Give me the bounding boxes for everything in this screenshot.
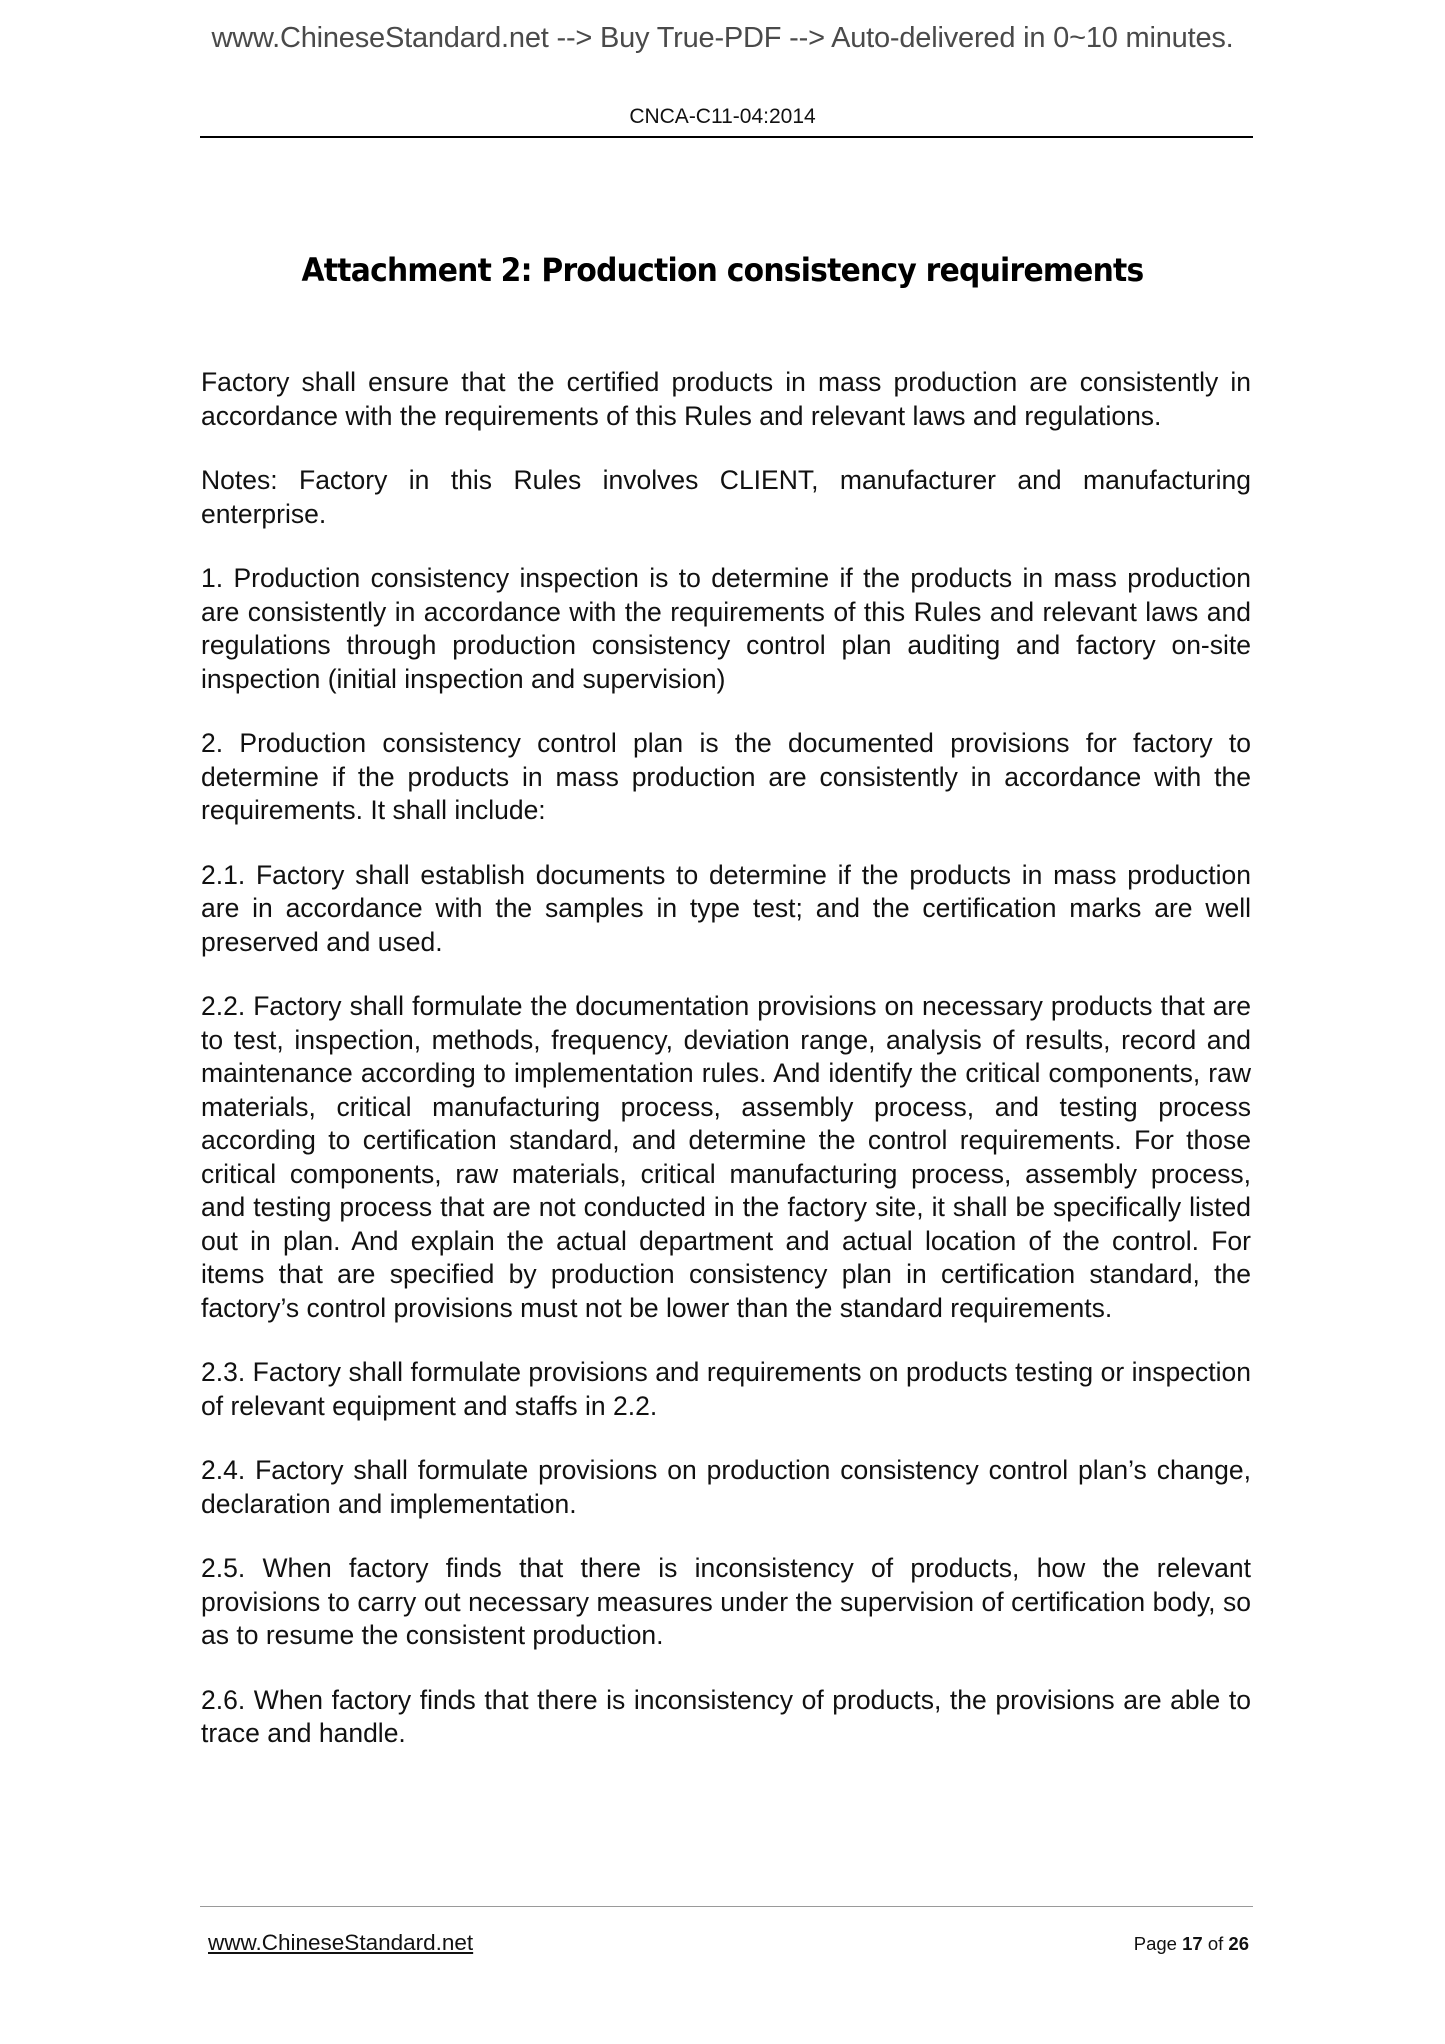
document-body <box>201 366 1251 1782</box>
footer-website-link[interactable]: www.ChineseStandard.net <box>208 1930 474 1955</box>
paragraph-notes: Notes: Factory in this Rules involves CLIENT, manufacturer and manufacturing enterprise. <box>201 465 1251 529</box>
header-divider <box>200 136 1253 138</box>
page-number <box>1134 1933 1249 1955</box>
page-title: Attachment 2: Production consistency requirements <box>301 251 1144 290</box>
paragraph-2-3: 2.3. Factory shall formulate provisions and requirements on products testing or inspection of relevant equipment and staffs in 2.2. <box>201 1357 1251 1421</box>
paragraph-1: 1. Production consistency inspection is to determine if the products in mass production are consistently in accordance with the requirements of this Rules and relevant laws and regulations through production consistency control plan auditing and factory on-site inspection (initial inspection and supervision) <box>201 563 1251 694</box>
document-code: CNCA-C11-04:2014 <box>629 105 816 128</box>
paragraph-2-5: 2.5. When factory finds that there is inconsistency of products, how the relevant provisions to carry out necessary measures under the supervision of certification body, so as to resume the consistent production. <box>201 1553 1251 1650</box>
paragraph-2-4: 2.4. Factory shall formulate provisions on production consistency control plan’s change, declaration and implementation. <box>201 1455 1251 1519</box>
page-label: Page <box>1133 1933 1177 1954</box>
page-total: 26 <box>1228 1933 1249 1954</box>
paragraph-2-2: 2.2. Factory shall formulate the documentation provisions on necessary products that are to test, inspection, methods, frequency, deviation range, analysis of results, record and maintenance according to implementation rules. And identify the critical components, raw materials, critical manufacturing process, assembly process, and testing process according to certification standard, and determine the control requirements. For those critical components, raw materials, critical manufacturing process, assembly process, and testing process that are not conducted in the factory site, it shall be specifically listed out in plan. And explain the actual department and actual location of the control. For items that are specified by production consistency plan in certification standard, the factory’s control provisions must not be lower than the standard requirements. <box>201 991 1251 1323</box>
paragraph-2-6: 2.6. When factory finds that there is inconsistency of products, the provisions are able to trace and handle. <box>201 1684 1251 1748</box>
page-of: of <box>1207 1933 1224 1954</box>
header-banner: www.ChineseStandard.net --> Buy True-PDF --> Auto-delivered in 0~10 minutes. <box>211 22 1234 54</box>
paragraph-intro: Factory shall ensure that the certified products in mass production are consistently in accordance with the requirements of this Rules and relevant laws and regulations. <box>201 367 1251 431</box>
footer-divider <box>200 1906 1253 1907</box>
paragraph-2: 2. Production consistency control plan is the documented provisions for factory to determine if the products in mass production are consistently in accordance with the requirements. It shall include: <box>201 728 1251 825</box>
page-current: 17 <box>1182 1933 1203 1954</box>
paragraph-2-1: 2.1. Factory shall establish documents to determine if the products in mass production are in accordance with the samples in type test; and the certification marks are well preserved and used. <box>201 859 1251 957</box>
